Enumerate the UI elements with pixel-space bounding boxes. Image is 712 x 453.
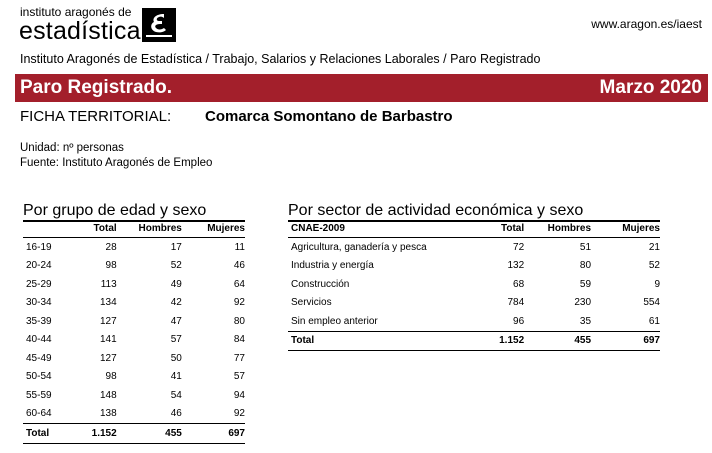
logo-top-text: instituto aragonés de: [20, 5, 132, 19]
column-header: Mujeres: [182, 220, 245, 238]
table-cell: 84: [233, 334, 245, 346]
table-cell: 94: [233, 389, 245, 401]
table-total-row: [288, 331, 660, 351]
table-cell: 51: [579, 241, 592, 253]
table-row: [23, 349, 245, 368]
table-row: [23, 386, 245, 405]
table-cell: 50: [170, 352, 182, 364]
column-header: CNAE-2009: [288, 220, 472, 238]
table-cell: 92: [233, 408, 245, 420]
table-cell: 96: [513, 315, 525, 327]
age-section-title: Por grupo de edad y sexo: [23, 202, 245, 222]
table-cell: Sin empleo anterior: [291, 315, 378, 327]
table-cell: 132: [507, 260, 525, 272]
table-row: [288, 257, 660, 276]
unit-text: Unidad: nº personas: [20, 142, 124, 154]
table-cell: 57: [170, 334, 182, 346]
total-cell: 697: [591, 331, 660, 351]
period-date: Marzo 2020: [599, 77, 702, 98]
column-header: [23, 220, 66, 238]
table-total-row: [23, 424, 245, 444]
table-header-row: [288, 220, 660, 238]
table-cell: 77: [233, 352, 245, 364]
table-cell: 98: [105, 371, 117, 383]
site-url[interactable]: www.aragon.es/iaest: [591, 17, 702, 31]
source-text: Fuente: Instituto Aragonés de Empleo: [20, 157, 213, 169]
table-row: [23, 238, 245, 257]
table-cell: 784: [507, 297, 525, 309]
ficha-value: Comarca Somontano de Barbastro: [205, 108, 453, 125]
table-cell: 46: [233, 260, 245, 272]
table-cell: 25-29: [26, 278, 52, 290]
table-cell: 21: [648, 241, 660, 253]
iaest-logo-icon: [142, 8, 176, 42]
table-cell: 42: [170, 297, 182, 309]
table-row: [23, 405, 245, 424]
table-row: [23, 368, 245, 387]
ficha-label: FICHA TERRITORIAL:: [20, 108, 172, 125]
table-cell: 113: [100, 278, 117, 290]
table-row: [23, 331, 245, 350]
column-header: Mujeres: [591, 220, 660, 238]
table-row: [23, 294, 245, 313]
total-cell: 1.152: [472, 331, 524, 351]
table-cell: 17: [170, 241, 182, 253]
table-cell: 92: [233, 297, 245, 309]
table-cell: 54: [170, 389, 182, 401]
table-row: [288, 294, 660, 313]
table-cell: 52: [170, 260, 182, 272]
table-cell: 64: [233, 278, 245, 290]
total-cell: Total: [23, 424, 66, 444]
sector-table: [288, 220, 660, 351]
table-cell: 61: [648, 315, 660, 327]
total-cell: 455: [117, 424, 182, 444]
table-row: [288, 275, 660, 294]
table-cell: 230: [574, 297, 592, 309]
table-cell: 98: [105, 260, 117, 272]
table-cell: 52: [648, 260, 660, 272]
table-cell: Construcción: [291, 278, 350, 290]
table-cell: Servicios: [291, 297, 332, 309]
table-cell: 41: [170, 371, 182, 383]
table-header-row: [23, 220, 245, 238]
table-cell: 11: [234, 241, 245, 253]
table-cell: 16-19: [26, 241, 52, 253]
table-cell: 60-64: [26, 408, 52, 420]
age-table: [23, 220, 245, 444]
table-cell: 50-54: [26, 371, 52, 383]
table-cell: Agricultura, ganadería y pesca: [291, 241, 427, 253]
column-header: Total: [472, 220, 524, 238]
table-cell: 47: [170, 315, 182, 327]
table-cell: 57: [233, 371, 245, 383]
table-cell: 35: [579, 315, 592, 327]
total-cell: Total: [288, 331, 472, 351]
table-row: [23, 312, 245, 331]
sector-section-title: Por sector de actividad económica y sexo: [288, 202, 660, 222]
table-cell: 134: [99, 297, 117, 309]
column-header: Hombres: [117, 220, 182, 238]
table-row: [288, 312, 660, 331]
column-header: Total: [66, 220, 117, 238]
table-cell: 68: [513, 278, 525, 290]
table-cell: 9: [654, 278, 660, 290]
table-cell: 80: [233, 315, 245, 327]
table-cell: 40-44: [26, 334, 52, 346]
total-cell: 697: [182, 424, 245, 444]
column-header: Hombres: [524, 220, 591, 238]
table-cell: 45-49: [26, 352, 52, 364]
table-cell: 127: [99, 352, 117, 364]
page-title: Paro Registrado.: [20, 77, 173, 98]
table-row: [23, 257, 245, 276]
table-cell: 35-39: [26, 315, 52, 327]
table-cell: 138: [99, 408, 117, 420]
total-cell: 455: [524, 331, 591, 351]
table-cell: 554: [643, 297, 660, 309]
table-row: [288, 238, 660, 257]
table-cell: 46: [170, 408, 182, 420]
table-cell: 127: [99, 315, 117, 327]
table-cell: 49: [170, 278, 182, 290]
table-cell: 30-34: [26, 297, 52, 309]
breadcrumb: Instituto Aragonés de Estadística / Trabajo, Salarios y Relaciones Laborales / Paro Registrado: [20, 52, 541, 66]
logo-main-text: estadística: [19, 17, 141, 45]
table-cell: 59: [579, 278, 592, 290]
table-cell: 20-24: [26, 260, 52, 272]
title-banner: [15, 74, 708, 102]
table-cell: Industria y energía: [291, 260, 374, 272]
table-cell: 148: [99, 389, 117, 401]
table-row: [23, 275, 245, 294]
table-cell: 80: [579, 260, 592, 272]
table-cell: 141: [99, 334, 117, 346]
table-cell: 72: [513, 241, 525, 253]
table-cell: 55-59: [26, 389, 52, 401]
table-cell: 28: [105, 241, 117, 253]
total-cell: 1.152: [66, 424, 117, 444]
